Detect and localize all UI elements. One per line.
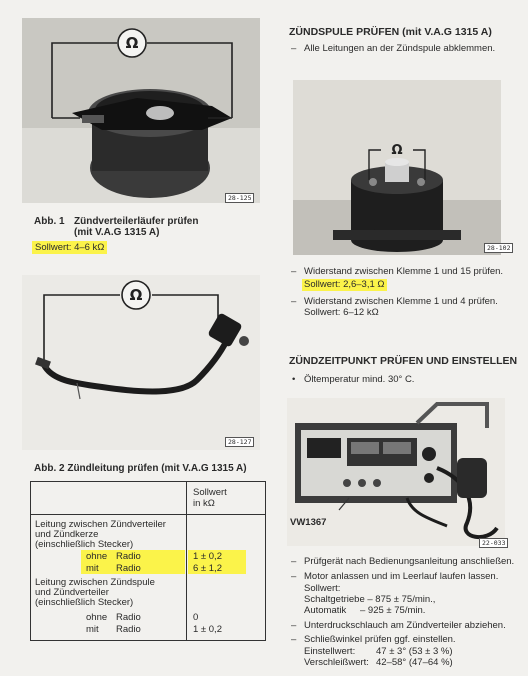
figure-number: Abb. 1 (34, 216, 65, 227)
table-value: 1 ± 0,2 (193, 624, 222, 635)
resistance-table (30, 481, 266, 641)
tester-label: VW1367 (290, 517, 327, 528)
sollwert-highlight: Sollwert: 4–6 kΩ (32, 241, 107, 254)
table-cell: Radio (116, 612, 141, 623)
ohm-icon: Ω (391, 143, 403, 158)
figure-subtitle: (mit V.A.G 1315 A) (74, 227, 160, 238)
dash: – (291, 43, 297, 54)
dash: – (291, 266, 297, 277)
instruction-item: Alle Leitungen an der Zündspule abklemmen. (304, 43, 496, 54)
spec-value: Schaltgetriebe – 875 ± 75/min., (304, 594, 436, 605)
table-header: Sollwert (193, 487, 227, 498)
dash: – (291, 571, 297, 582)
table-cell: Radio (116, 551, 141, 562)
table-cell: mit (86, 624, 99, 635)
section-title: ZÜNDZEITPUNKT PRÜFEN UND EINSTELLEN (289, 355, 518, 367)
instruction-item: Widerstand zwischen Klemme 1 und 4 prüfen. (304, 296, 498, 307)
bullet-icon: • (292, 374, 296, 385)
table-value: 6 ± 1,2 (193, 563, 222, 574)
dash: – (291, 556, 297, 567)
ohm-icon: Ω (125, 34, 139, 52)
figure-code: 22-033 (479, 538, 508, 548)
spec-value: 47 ± 3° (53 ± 3 %) (376, 646, 453, 657)
sollwert-highlight: Sollwert: 2,6–3,1 Ω (304, 279, 385, 290)
dash: – (291, 620, 297, 631)
instruction-item: Schließwinkel prüfen ggf. einstellen. (304, 634, 456, 645)
group-label: (einschließlich Stecker) (35, 597, 134, 608)
group-label: Leitung zwischen Zündverteiler (35, 519, 166, 530)
table-cell: ohne (86, 612, 108, 623)
instruction-item: Öltemperatur mind. 30° C. (304, 374, 415, 385)
section-title: ZÜNDSPULE PRÜFEN (mit V.A.G 1315 A) (289, 26, 492, 38)
table-value: 1 ± 0,2 (193, 551, 222, 562)
sollwert-text: Sollwert: 6–12 kΩ (304, 307, 379, 318)
instruction-item: Prüfgerät nach Bedienungsanleitung anschließen. (304, 556, 515, 567)
spec-label: Verschleißwert: (304, 657, 369, 668)
figure-caption: Abb. 2 Zündleitung prüfen (mit V.A.G 1315 A) (34, 463, 247, 474)
dash: – (291, 634, 297, 645)
table-header-unit: in kΩ (193, 498, 215, 509)
ignition-coil-photo (293, 80, 501, 255)
table-cell: Radio (116, 624, 141, 635)
sollwert-label: Sollwert: (304, 583, 341, 594)
group-label: und Zündkerze (35, 529, 99, 540)
table-cell: Radio (116, 563, 141, 574)
instruction-item: Widerstand zwischen Klemme 1 und 15 prüfen. (304, 266, 504, 277)
table-cell: mit (86, 563, 99, 574)
instruction-item: Motor anlassen und im Leerlauf laufen lassen. (304, 571, 499, 582)
dash: – (291, 296, 297, 307)
figure-code: 28-125 (225, 193, 254, 203)
table-value: 0 (193, 612, 199, 623)
spec-value: – 925 ± 75/min. (360, 605, 426, 616)
table-cell: ohne (86, 551, 108, 562)
rotor-photo (22, 18, 260, 203)
instruction-item: Unterdruckschlauch am Zündverteiler abziehen. (304, 620, 506, 631)
figure-code: 28-127 (225, 437, 254, 447)
ignition-lead-photo (22, 275, 260, 450)
spec-label: Automatik (304, 605, 347, 616)
group-label: und Zündverteiler (35, 587, 109, 598)
spec-value: 42–58° (47–64 %) (376, 657, 453, 668)
ohm-icon: Ω (129, 286, 143, 304)
group-label: Leitung zwischen Zündspule (35, 577, 155, 588)
group-label: (einschließlich Stecker) (35, 539, 134, 550)
spec-label: Einstellwert: (304, 646, 356, 657)
figure-title: Zündverteilerläufer prüfen (74, 216, 199, 227)
figure-code: 28-102 (484, 243, 513, 253)
